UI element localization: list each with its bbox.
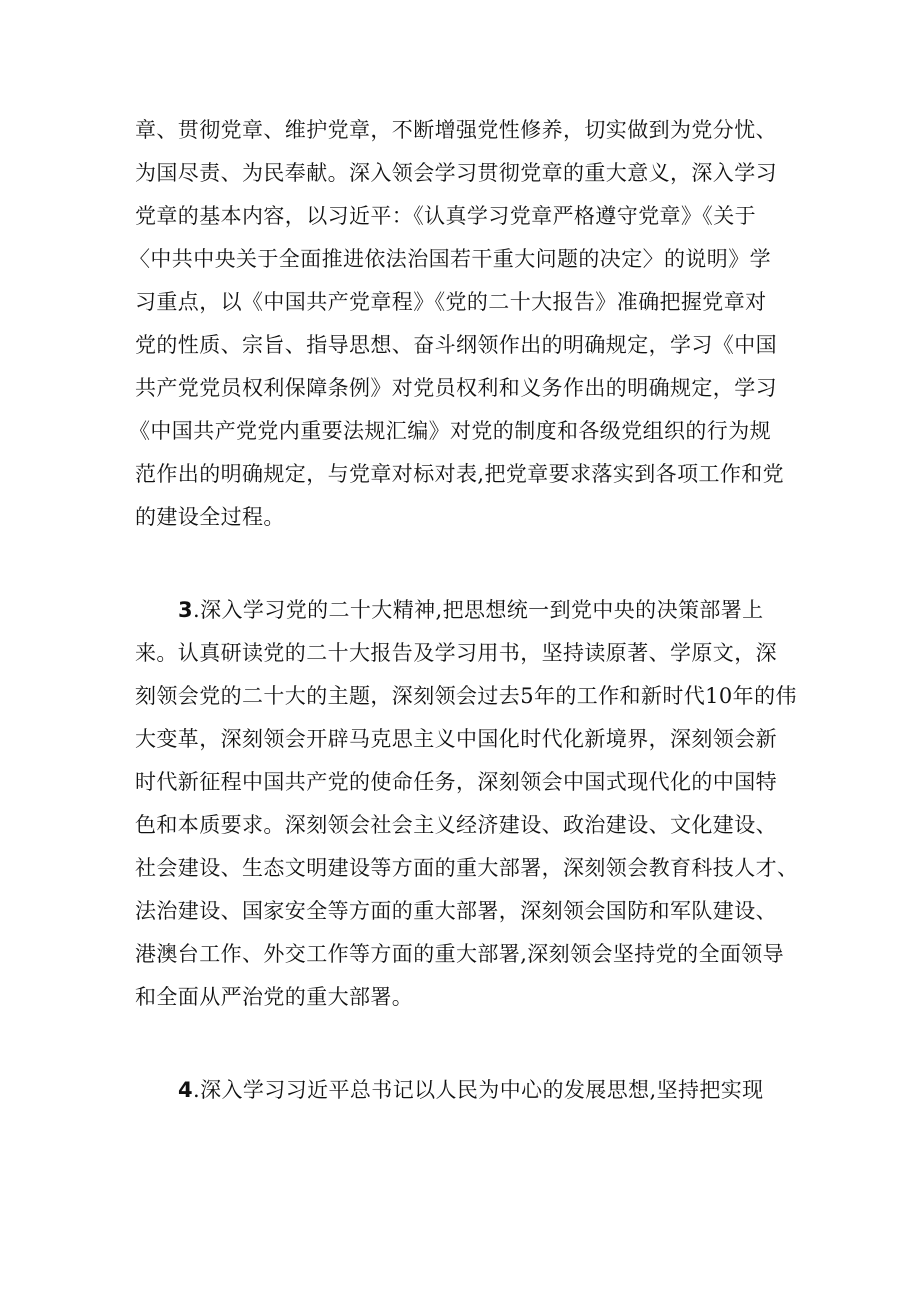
paragraph-line-text: .深入学习习近平总书记以人民为中心的发展思想,坚持把实现 (193, 1078, 764, 1102)
paragraph-line: 色和本质要求。深刻领会社会主义经济建设、政治建设、文化建设、 (135, 813, 777, 837)
paragraph-line: 来。认真研读党的二十大报告及学习用书，坚持读原著、学原文，深 (135, 641, 777, 665)
paragraph-line-text: .深入学习党的二十大精神,把思想统一到党中央的决策部署上 (193, 598, 764, 622)
paragraph-line: 《中国共产党党内重要法规汇编》对党的制度和各级党组织的行为规 (129, 419, 771, 443)
paragraph-line: 刻领会党的二十大的主题，深刻领会过去5年的工作和新时代10年的伟 (135, 684, 797, 708)
paragraph-line: 时代新征程中国共产党的使命任务，深刻领会中国式现代化的中国特 (135, 770, 777, 794)
item-number: 3 (178, 598, 194, 622)
paragraph-line: 党章的基本内容，以习近平：《认真学习党章严格遵守党章》《关于 (135, 204, 756, 228)
paragraph-line (178, 596, 764, 624)
item-number: 4 (178, 1078, 194, 1102)
paragraph-line: 社会建设、生态文明建设等方面的重大部署，深刻领会教育科技人才、 (135, 856, 799, 880)
paragraph-line: 港澳台工作、外交工作等方面的重大部署,深刻领会坚持党的全面领导 (135, 942, 785, 966)
paragraph-line: 党的性质、宗旨、指导思想、奋斗纲领作出的明确规定，学习《中国 (135, 333, 777, 357)
paragraph-line: 和全面从严治党的重大部署。 (135, 985, 414, 1009)
paragraph-line: 的建设全过程。 (135, 505, 285, 529)
paragraph-line (178, 1076, 764, 1104)
paragraph-line: 习重点，以《中国共产党章程》《党的二十大报告》准确把握党章对 (135, 290, 767, 314)
paragraph-line: 为国尽责、为民奉献。深入领会学习贯彻党章的重大意义，深入学习 (135, 161, 777, 185)
paragraph-line: 范作出的明确规定，与党章对标对表,把党章要求落实到各项工作和党 (135, 462, 785, 486)
paragraph-line: 共产党党员权利保障条例》对党员权利和义务作出的明确规定，学习 (135, 376, 777, 400)
paragraph-line: 大变革，深刻领会开辟马克思主义中国化时代化新境界，深刻领会新 (135, 727, 777, 751)
paragraph-line: 〈中共中央关于全面推进依法治国若干重大问题的决定〉的说明》学 (129, 247, 771, 271)
paragraph-line: 法治建设、国家安全等方面的重大部署，深刻领会国防和军队建设、 (135, 899, 777, 923)
paragraph-line: 章、贯彻党章、维护党章，不断增强党性修养，切实做到为党分忧、 (135, 118, 777, 142)
